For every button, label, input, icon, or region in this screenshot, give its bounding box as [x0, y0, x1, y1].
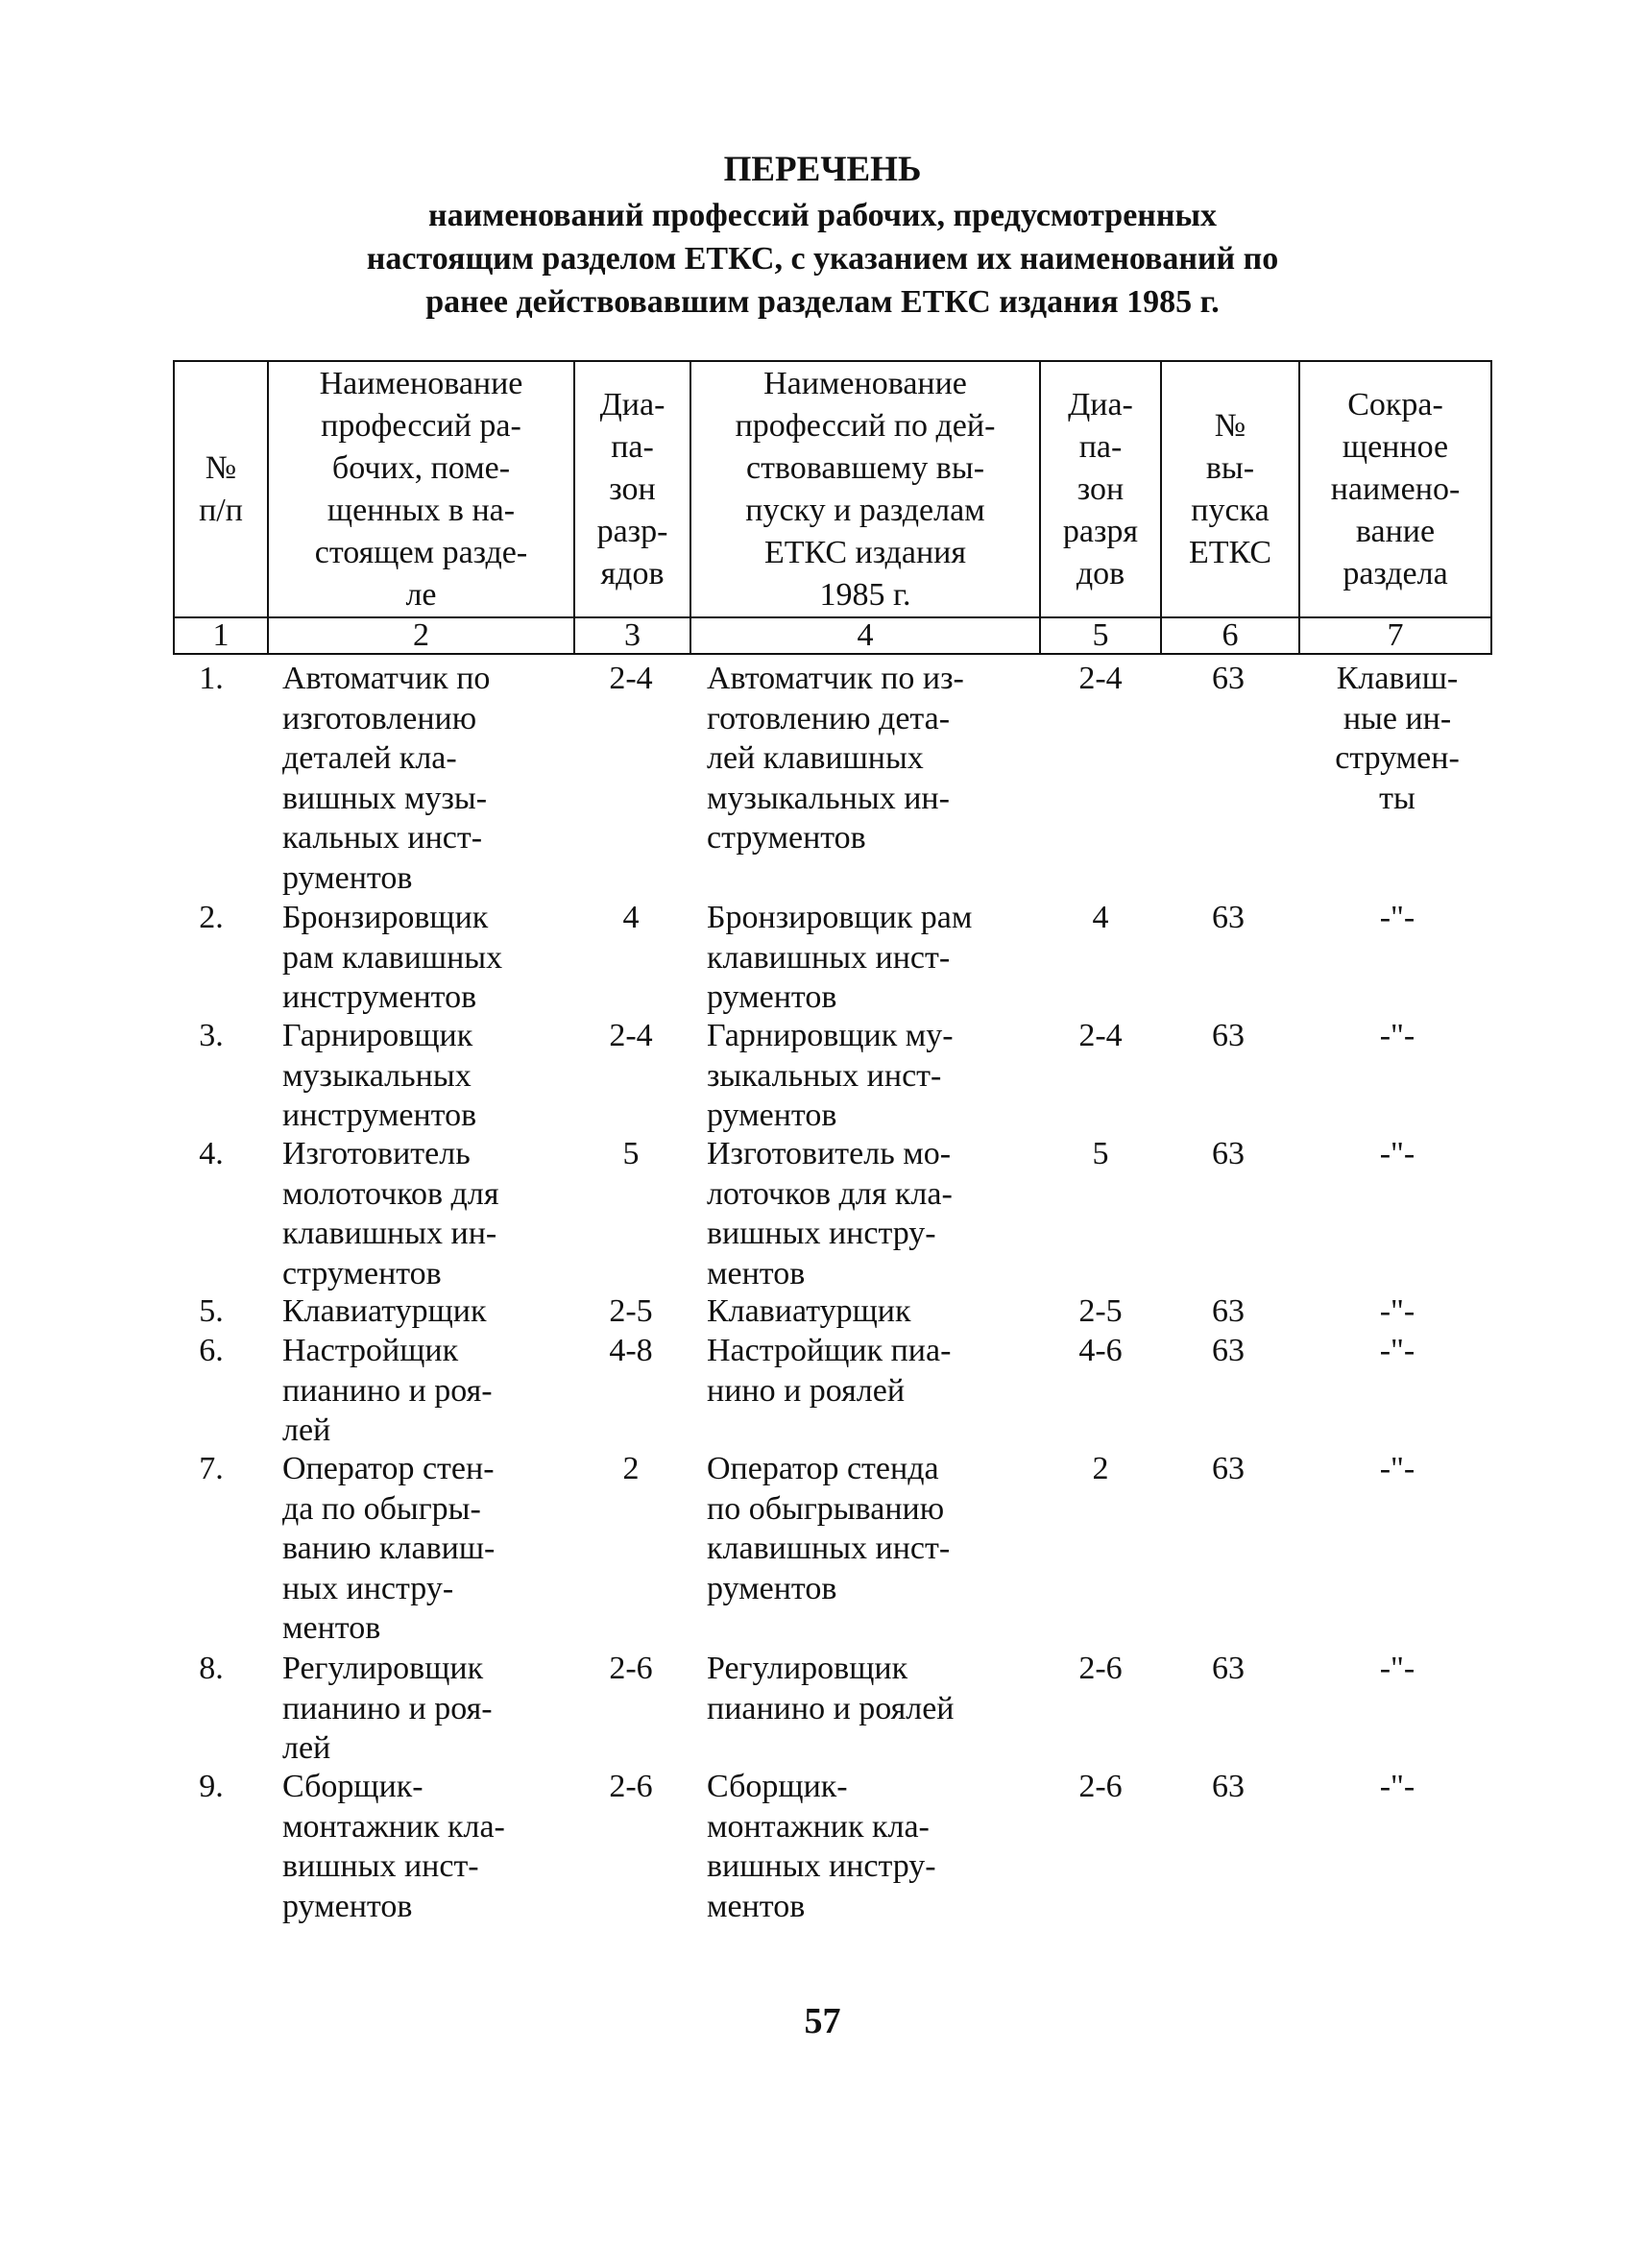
old-profession-name: Настройщик пиа- нино и роялей: [707, 1333, 952, 1409]
header-cell-range: Диа- па- зон разр- ядов: [573, 360, 691, 618]
section-name: -"-: [1379, 1769, 1415, 1804]
section-name: -"-: [1379, 900, 1415, 935]
row-number: 1.: [199, 661, 224, 696]
section-name: Клавиш- ные ин- струмен- ты: [1335, 661, 1460, 816]
header-cell-profession: Наименование профессий ра- бочих, поме- щенных в на- стоящем разде- ле: [267, 360, 575, 618]
grade-range: 2-5: [609, 1293, 653, 1329]
issue-number: 63: [1212, 1136, 1245, 1171]
section-name: -"-: [1379, 1136, 1415, 1171]
profession-name: Сборщик- монтажник кла- вишных инст- рументов: [282, 1769, 505, 1924]
grade-range: 4-8: [609, 1333, 653, 1368]
issue-number: 63: [1212, 1769, 1245, 1804]
issue-number: 63: [1212, 1333, 1245, 1368]
issue-number: 63: [1212, 1018, 1245, 1053]
grade-range: 2-6: [609, 1651, 653, 1686]
old-profession-name: Регулировщик пианино и роялей: [707, 1651, 955, 1726]
grade-range: 4: [622, 900, 640, 935]
header-cell-old-range: Диа- па- зон разря дов: [1039, 360, 1162, 618]
old-grade-range: 2-4: [1078, 661, 1123, 696]
old-profession-name: Сборщик- монтажник кла- вишных инстру- ментов: [707, 1769, 936, 1924]
grade-range: 5: [622, 1136, 640, 1171]
column-number: 6: [1160, 616, 1300, 655]
document-title: [0, 146, 1645, 324]
grade-range: 2-4: [609, 661, 653, 696]
page-number: 57: [804, 2001, 841, 2041]
title-line: ранее действовавшим разделам ЕТКС издания 1985 г.: [425, 284, 1220, 320]
grade-range: 2-4: [609, 1018, 653, 1053]
column-number: 1: [173, 616, 269, 655]
profession-name: Изготовитель молоточков для клавишных ин- струментов: [282, 1136, 499, 1291]
row-number: 5.: [199, 1293, 224, 1329]
old-grade-range: 5: [1092, 1136, 1109, 1171]
section-name: -"-: [1379, 1651, 1415, 1686]
profession-name: Оператор стен- да по обыгры- ванию клавиш- ных инстру- ментов: [282, 1451, 496, 1646]
column-number: 5: [1039, 616, 1162, 655]
old-grade-range: 2-6: [1078, 1769, 1123, 1804]
issue-number: 63: [1212, 1651, 1245, 1686]
old-grade-range: 4-6: [1078, 1333, 1123, 1368]
issue-number: 63: [1212, 1293, 1245, 1329]
column-number: 2: [267, 616, 575, 655]
profession-name: Бронзировщик рам клавишных инструментов: [282, 900, 503, 1015]
issue-number: 63: [1212, 900, 1245, 935]
header-cell-issue: № вы- пуска ЕТКС: [1160, 360, 1300, 618]
old-profession-name: Изготовитель мо- лоточков для кла- вишных инстру- ментов: [707, 1136, 953, 1291]
header-cell-section: Сокра- щенное наимено- вание раздела: [1298, 360, 1492, 618]
row-number: 4.: [199, 1136, 224, 1171]
old-grade-range: 2-4: [1078, 1018, 1123, 1053]
issue-number: 63: [1212, 661, 1245, 696]
profession-name: Настройщик пианино и роя- лей: [282, 1333, 493, 1448]
column-number: 3: [573, 616, 691, 655]
grade-range: 2-6: [609, 1769, 653, 1804]
old-profession-name: Клавиатурщик: [707, 1293, 911, 1329]
row-number: 7.: [199, 1451, 224, 1486]
profession-name: Автоматчик по изготовлению деталей кла- вишных музы- кальных инст- рументов: [282, 661, 491, 896]
title-heading: ПЕРЕЧЕНЬ: [723, 150, 922, 189]
section-name: -"-: [1379, 1018, 1415, 1053]
row-number: 2.: [199, 900, 224, 935]
header-cell-old-profession: Наименование профессий по дей- ствовавшему вы- пуску и разделам ЕТКС издания 1985 г.: [689, 360, 1041, 618]
old-profession-name: Бронзировщик рам клавишных инст- рументов: [707, 900, 973, 1015]
section-name: -"-: [1379, 1451, 1415, 1486]
old-profession-name: Автоматчик по из- готовлению дета- лей клавишных музыкальных ин- струментов: [707, 661, 964, 856]
old-grade-range: 2: [1092, 1451, 1109, 1486]
profession-name: Клавиатурщик: [282, 1293, 487, 1329]
row-number: 3.: [199, 1018, 224, 1053]
section-name: -"-: [1379, 1333, 1415, 1368]
header-cell-number: № п/п: [173, 360, 269, 618]
row-number: 9.: [199, 1769, 224, 1804]
old-profession-name: Оператор стенда по обыгрыванию клавишных инст- рументов: [707, 1451, 951, 1606]
profession-name: Гарнировщик музыкальных инструментов: [282, 1018, 477, 1133]
old-profession-name: Гарнировщик му- зыкальных инст- рументов: [707, 1018, 954, 1133]
column-number: 7: [1298, 616, 1492, 655]
old-grade-range: 2-6: [1078, 1651, 1123, 1686]
old-grade-range: 4: [1092, 900, 1109, 935]
row-number: 8.: [199, 1651, 224, 1686]
grade-range: 2: [622, 1451, 640, 1486]
title-line: настоящим разделом ЕТКС, с указанием их наименований по: [366, 241, 1279, 277]
row-number: 6.: [199, 1333, 224, 1368]
column-number: 4: [689, 616, 1041, 655]
issue-number: 63: [1212, 1451, 1245, 1486]
title-line: наименований профессий рабочих, предусмотренных: [427, 198, 1218, 233]
profession-name: Регулировщик пианино и роя- лей: [282, 1651, 493, 1766]
old-grade-range: 2-5: [1078, 1293, 1123, 1329]
section-name: -"-: [1379, 1293, 1415, 1329]
